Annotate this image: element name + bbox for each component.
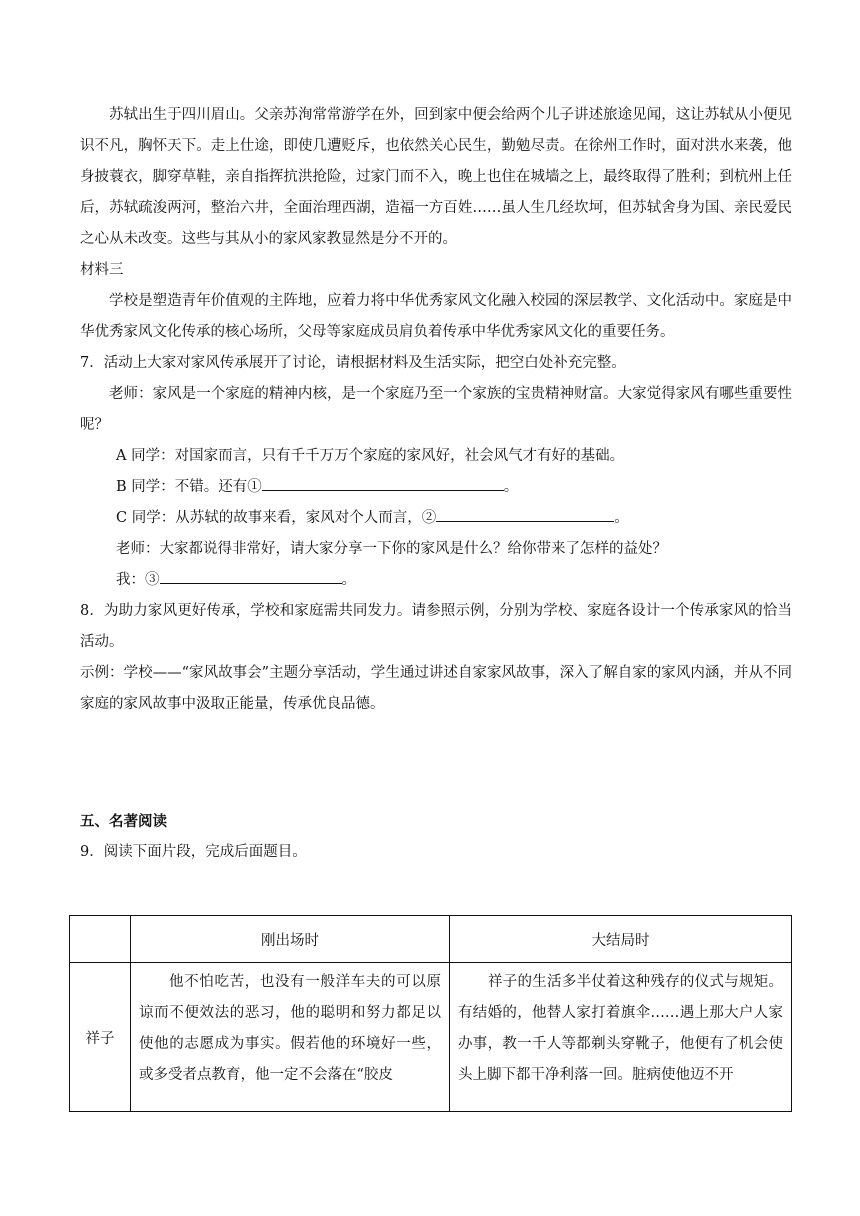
question-8-stem: 8．为助力家风更好传承，学校和家庭需共同发力。请参照示例，分别为学校、家庭各设计一个传承家风的恰当活动。 <box>80 603 792 650</box>
dialogue-teacher-1: 老师：家风是一个家庭的精神内核，是一个家庭乃至一个家族的宝贵精神财富。大家觉得家风有哪些重要性呢？ <box>80 386 792 433</box>
me-text: 我：③ <box>116 572 160 588</box>
question-9-stem: 9．阅读下面片段，完成后面题目。 <box>80 844 307 860</box>
answer-blank-2[interactable] <box>436 504 614 522</box>
dialogue-student-b <box>80 472 792 503</box>
student-b-end: 。 <box>503 479 519 495</box>
reading-comparison-table <box>69 915 792 1112</box>
question-7-stem: 7．活动上大家对家风传承展开了讨论，请根据材料及生活实际，把空白处补充完整。 <box>80 355 626 371</box>
material-three-label: 材料三 <box>80 262 124 278</box>
me-end: 。 <box>341 572 356 588</box>
table-header-blank <box>70 916 131 963</box>
table-cell-ending: 祥子的生活多半仗着这种残存的仪式与规矩。有结婚的，他替人家打着旗伞……遇上那大户人家办事，教一千人等都剃头穿靴子，他便有了机会使头上脚下都干净利落一回。脏病使他迈不开 <box>450 963 792 1112</box>
section-five-title: 五、名著阅读 <box>80 813 167 830</box>
passage-paragraph-school-family: 学校是塑造青年价值观的主阵地，应着力将中华优秀家风文化融入校园的深层教学、文化活动中。家庭是中华优秀家风文化传承的核心场所，父母等家庭成员肩负着传承中华优秀家风文化的重要任务。 <box>80 293 792 340</box>
question-8-example: 示例：学校——“家风故事会”主题分享活动，学生通过讲述自家家风故事，深入了解自家的家风内涵，并从不同家庭的家风故事中汲取正能量，传承优良品德。 <box>80 665 792 712</box>
table-header-ending: 大结局时 <box>450 916 792 963</box>
passage-paragraph-su-shi: 苏轼出生于四川眉山。父亲苏洵常常游学在外，回到家中便会给两个儿子讲述旅途见闻，这让苏轼从小便见识不凡，胸怀天下。走上仕途，即使几遭贬斥，也依然关心民生，勤勉尽责。在徐州工作时，面对洪水来袭，他身披蓑衣，脚穿草鞋，亲自指挥抗洪抢险，过家门而不入，晚上也住在城墙之上，最终取得了胜利；到杭州上任后，苏轼疏浚两河，整治六井，全面治理西湖，造福一方百姓……虽人生几经坎坷，但苏轼舍身为国、亲民爱民之心从未改变。这些与其从小的家风家教显然是分不开的。 <box>80 107 792 247</box>
dialogue-student-c <box>80 503 792 534</box>
table-header-first-appearance: 刚出场时 <box>131 916 450 963</box>
dialogue-teacher-2: 老师：大家都说得非常好，请大家分享一下你的家风是什么？给你带来了怎样的益处？ <box>116 541 667 557</box>
answer-blank-3[interactable] <box>160 566 342 584</box>
table-row-label: 祥子 <box>70 963 131 1112</box>
table-cell-first-appearance: 他不怕吃苦，也没有一般洋车夫的可以原谅而不便效法的恶习，他的聪明和努力都足以使他的志愿成为事实。假若他的环境好一些，或多受者点教育，他一定不会落在“胶皮 <box>131 963 450 1112</box>
dialogue-student-a: A 同学：对国家而言，只有千千万万个家庭的家风好，社会风气才有好的基础。 <box>116 448 625 464</box>
document-body <box>80 100 792 868</box>
student-b-text: B 同学：不错。还有① <box>116 479 262 495</box>
student-c-end: 。 <box>614 510 629 526</box>
table-row <box>70 963 792 1112</box>
table-header-row <box>70 916 792 963</box>
answer-blank-1[interactable] <box>262 473 504 491</box>
dialogue-me <box>80 565 792 596</box>
student-c-text: C 同学：从苏轼的故事来看，家风对个人而言，② <box>116 510 437 526</box>
